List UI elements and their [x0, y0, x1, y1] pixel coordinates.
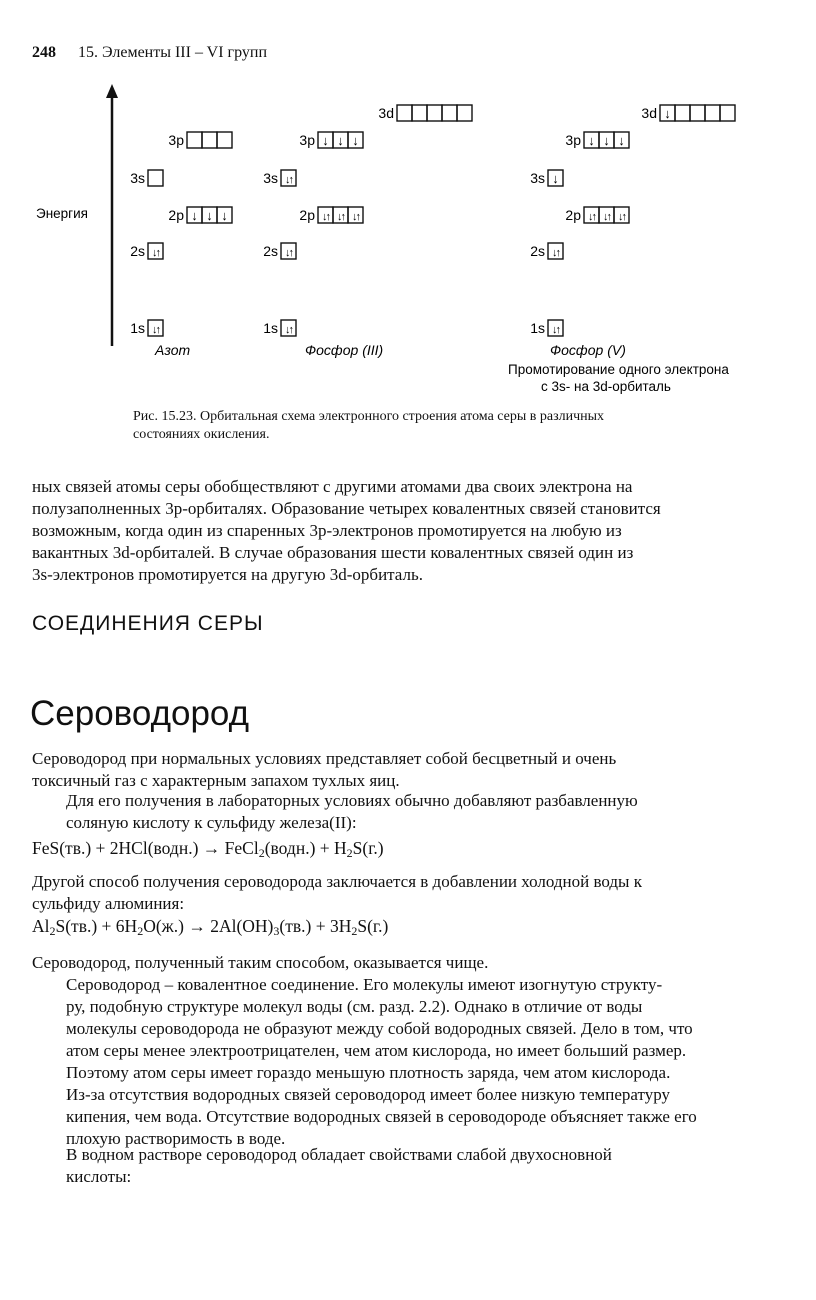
subscript: 2 — [346, 846, 353, 860]
electron-arrow: ↓ — [206, 208, 213, 223]
equation-al2s3 — [32, 916, 388, 939]
equation-fes — [32, 838, 384, 861]
column-name: Фосфор (V) — [550, 342, 626, 358]
paragraph-continuation — [32, 476, 798, 586]
orbital-box — [202, 132, 217, 148]
orbital-label-2s: 2s — [130, 243, 145, 259]
orbital-box — [187, 132, 202, 148]
promotion-note-line: с 3s- на 3d-орбиталь — [541, 379, 671, 394]
electron-pair-arrows: ↓↑ — [152, 247, 159, 259]
running-head — [32, 44, 267, 62]
orbital-label-2p: 2p — [565, 207, 581, 223]
text-line: В водном растворе сероводород обладает свойствами слабой двухосновной — [66, 1145, 612, 1164]
text-line: ных связей атомы серы обобществляют с другими атомами два своих электрона на — [32, 477, 633, 496]
promotion-note-line: Промотирование одного электрона — [508, 362, 729, 377]
electron-arrow: ↓ — [191, 208, 198, 223]
paragraph-purity — [32, 952, 798, 974]
energy-axis-label: Энергия — [36, 206, 88, 221]
electron-pair-arrows: ↓↑ — [588, 211, 595, 223]
caption-line: Рис. 15.23. Орбитальная схема электронного строения атома серы в различных — [133, 409, 605, 424]
electron-arrow: ↓ — [664, 106, 671, 121]
article-title: Сероводород — [30, 694, 250, 733]
electron-pair-arrows: ↓↑ — [352, 211, 359, 223]
orbital-layer — [130, 105, 735, 394]
text-line: Сероводород – ковалентное соединение. Его молекулы имеют изогнутую структу- — [66, 975, 663, 994]
orbital-label-3p: 3p — [565, 132, 581, 148]
orbital-label-3d: 3d — [378, 105, 394, 121]
text-line: Сероводород, полученный таким способом, оказывается чище. — [32, 953, 489, 972]
electron-arrow: ↓ — [603, 133, 610, 148]
text-line: кислоты: — [66, 1167, 132, 1186]
text-line: полузаполненных 3p-орбиталях. Образование четырех ковалентных связей становится — [32, 499, 661, 518]
electron-arrow: ↓ — [221, 208, 228, 223]
text-line: Поэтому атом серы имеет гораздо меньшую плотность заряда, чем атом кислорода. — [66, 1063, 671, 1082]
equation-part: Al — [32, 916, 50, 936]
subscript: 2 — [137, 924, 144, 938]
orbital-label-3p: 3p — [299, 132, 315, 148]
orbital-label-1s: 1s — [263, 320, 278, 336]
text-line: Для его получения в лабораторных условиях обычно добавляют разбавленную — [66, 791, 638, 810]
figure-caption — [133, 408, 798, 444]
orbital-diagram — [0, 80, 816, 410]
equation-part: S(тв.) + 6H — [55, 916, 138, 936]
paragraph-preparation — [32, 790, 798, 834]
section-heading: СОЕДИНЕНИЯ СЕРЫ — [32, 612, 264, 635]
equation-part: (водн.) + H — [264, 838, 347, 858]
equation-part: FeS(тв.) + 2HCl(водн.) → FeCl — [32, 838, 259, 858]
electron-pair-arrows: ↓↑ — [552, 324, 559, 336]
text-line: возможным, когда один из спаренных 3p-электронов промотируется на любую из — [32, 521, 622, 540]
text-line: 3s-электронов промотируется на другую 3d-орбиталь. — [32, 565, 423, 584]
equation-part: O(ж.) → 2Al(OH) — [143, 916, 274, 936]
column-name: Фосфор (III) — [305, 342, 384, 358]
orbital-box — [217, 132, 232, 148]
text-line: Из-за отсутствия водородных связей сероводород имеет более низкую температуру — [66, 1085, 670, 1104]
orbital-box — [457, 105, 472, 121]
orbital-box — [412, 105, 427, 121]
orbital-label-2s: 2s — [263, 243, 278, 259]
electron-arrow: ↓ — [337, 133, 344, 148]
orbital-box — [427, 105, 442, 121]
subscript: 2 — [49, 924, 56, 938]
subscript: 2 — [258, 846, 265, 860]
paragraph-acidity — [32, 1144, 798, 1188]
electron-pair-arrows: ↓↑ — [618, 211, 625, 223]
text-line: ру, подобную структуре молекул воды (см. разд. 2.2). Однако в отличие от воды — [66, 997, 643, 1016]
orbital-box — [720, 105, 735, 121]
electron-pair-arrows: ↓↑ — [603, 211, 610, 223]
orbital-label-2p: 2p — [299, 207, 315, 223]
equation-part: S(г.) — [357, 916, 389, 936]
equation-part: (тв.) + 3H — [279, 916, 352, 936]
equation-part: S(г.) — [352, 838, 384, 858]
orbital-label-3p: 3p — [168, 132, 184, 148]
orbital-box — [148, 170, 163, 186]
subscript: 3 — [273, 924, 280, 938]
text-line: молекулы сероводорода не образуют между собой водородных связей. Дело в том, что — [66, 1019, 693, 1038]
column-name: Азот — [155, 342, 191, 358]
electron-pair-arrows: ↓↑ — [337, 211, 344, 223]
electron-pair-arrows: ↓↑ — [552, 247, 559, 259]
electron-pair-arrows: ↓↑ — [322, 211, 329, 223]
paragraph-alternative — [32, 871, 798, 915]
orbital-box — [705, 105, 720, 121]
text-line: токсичный газ с характерным запахом тухлых яиц. — [32, 771, 400, 790]
electron-pair-arrows: ↓↑ — [152, 324, 159, 336]
electron-arrow: ↓ — [552, 171, 559, 186]
chapter-title: 15. Элементы III – VI групп — [78, 44, 268, 61]
text-line: соляную кислоту к сульфиду железа(II): — [66, 813, 357, 832]
text-line: плохую растворимость в воде. — [66, 1129, 286, 1148]
electron-arrow: ↓ — [322, 133, 329, 148]
page-number: 248 — [32, 44, 56, 61]
orbital-label-2s: 2s — [530, 243, 545, 259]
electron-arrow: ↓ — [588, 133, 595, 148]
paragraph-structure — [32, 974, 798, 1150]
orbital-label-3s: 3s — [130, 170, 145, 186]
text-line: атом серы менее электроотрицателен, чем атом кислорода, но имеет больший размер. — [66, 1041, 687, 1060]
paragraph-intro — [32, 748, 798, 792]
orbital-label-1s: 1s — [530, 320, 545, 336]
orbital-label-1s: 1s — [130, 320, 145, 336]
orbital-box — [690, 105, 705, 121]
text-line: Другой способ получения сероводорода заключается в добавлении холодной воды к — [32, 872, 642, 891]
energy-axis-arrowhead — [106, 84, 118, 98]
text-line: Сероводород при нормальных условиях представляет собой бесцветный и очень — [32, 749, 617, 768]
orbital-label-2p: 2p — [168, 207, 184, 223]
orbital-box — [442, 105, 457, 121]
electron-pair-arrows: ↓↑ — [285, 174, 292, 186]
electron-arrow: ↓ — [352, 133, 359, 148]
subscript: 2 — [351, 924, 358, 938]
electron-pair-arrows: ↓↑ — [285, 247, 292, 259]
orbital-box — [397, 105, 412, 121]
text-line: вакантных 3d-орбиталей. В случае образования шести ковалентных связей один из — [32, 543, 634, 562]
orbital-box — [675, 105, 690, 121]
orbital-label-3s: 3s — [263, 170, 278, 186]
caption-line: состояниях окисления. — [133, 427, 270, 442]
text-line: сульфиду алюминия: — [32, 894, 185, 913]
text-line: кипения, чем вода. Отсутствие водородных связей в сероводороде объясняет также его — [66, 1107, 697, 1126]
orbital-label-3s: 3s — [530, 170, 545, 186]
orbital-label-3d: 3d — [641, 105, 657, 121]
electron-arrow: ↓ — [618, 133, 625, 148]
electron-pair-arrows: ↓↑ — [285, 324, 292, 336]
